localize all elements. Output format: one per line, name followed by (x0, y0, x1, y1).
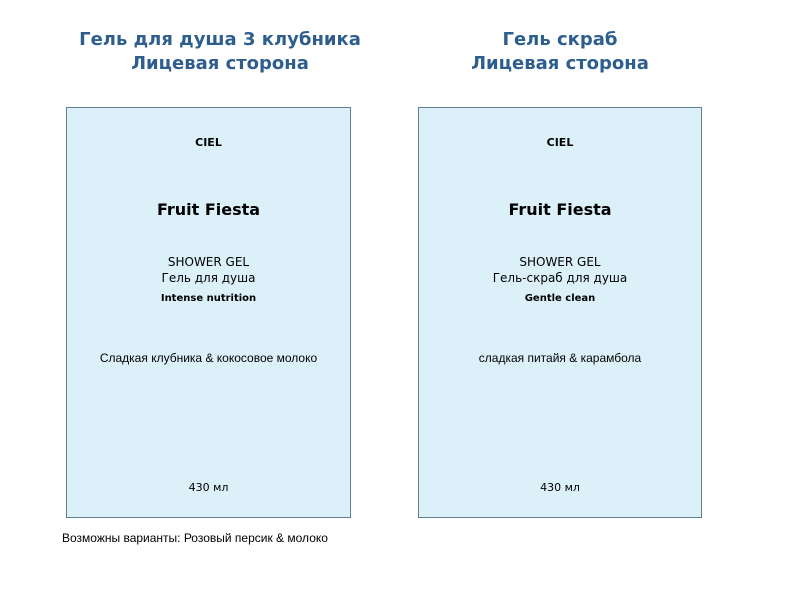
right-type-ru: Гель-скраб для душа (492, 271, 628, 285)
left-heading (60, 28, 380, 76)
right-flavor: сладкая питайя & карамбола (478, 351, 642, 365)
left-heading-subtitle: Лицевая сторона (131, 53, 309, 74)
left-brand: CIEL (195, 136, 222, 149)
right-label-panel (418, 107, 702, 518)
left-type-ru: Гель для душа (161, 271, 256, 285)
left-feature: Intense nutrition (160, 293, 257, 304)
right-feature: Gentle clean (524, 293, 596, 304)
left-volume: 430 мл (188, 481, 229, 494)
right-brand: CIEL (546, 136, 574, 149)
left-heading-title: Гель для душа 3 клубника (79, 29, 361, 50)
left-type-en: SHOWER GEL (167, 255, 250, 269)
left-flavor: Сладкая клубника & кокосовое молоко (99, 351, 318, 365)
right-heading-subtitle: Лицевая сторона (471, 53, 649, 74)
right-heading-title: Гель скраб (502, 29, 618, 50)
left-label-panel (66, 107, 351, 518)
right-volume: 430 мл (540, 481, 580, 494)
right-type-en: SHOWER GEL (519, 255, 601, 269)
left-product-name: Fruit Fiesta (156, 200, 261, 219)
right-heading (440, 28, 680, 76)
variants-footnote: Возможны варианты: Розовый персик & молоко (62, 531, 328, 545)
right-product-name: Fruit Fiesta (508, 200, 612, 219)
